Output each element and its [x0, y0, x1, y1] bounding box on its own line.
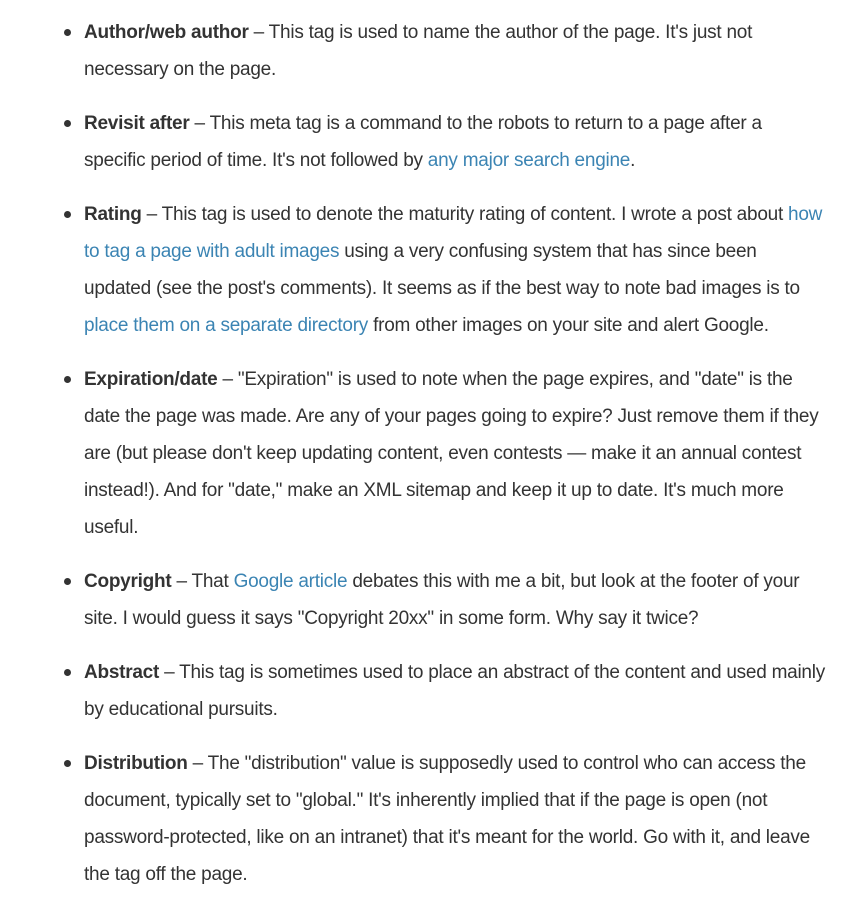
description-text: – The "distribution" value is supposedly used to control who can access the document, typically set to "global." It's inherently implied that if the page is open (not password-protected, like on an intranet) that it's meant for the world. Go with it, and leave the tag off the page.: [84, 753, 810, 885]
list-item: [0, 361, 868, 546]
description-text: – "Expiration" is used to note when the page expires, and "date" is the date the page was made. Are any of your pages going to expire? Just remove them if they are (but please don't keep updating content, even contests — make it an annual contest instead!). And for "date," make an XML sitemap and keep it up to date. It's much more useful.: [84, 369, 819, 538]
bullet-icon: [64, 760, 71, 767]
term-label: Expiration/date: [84, 369, 218, 390]
bullet-icon: [64, 669, 71, 676]
list-item: [0, 745, 868, 893]
inline-link[interactable]: how to tag a page with adult images: [84, 204, 823, 262]
list-item: [0, 563, 868, 637]
bullet-icon: [64, 376, 71, 383]
description-text: – This tag is sometimes used to place an abstract of the content and used mainly by educational pursuits.: [84, 662, 825, 720]
bullet-icon: [64, 29, 71, 36]
description-text: using a very confusing system that has since been updated (see the post's comments). It seems as if the best way to note bad images is to: [84, 241, 800, 299]
description-text: – That: [171, 571, 234, 592]
description-text: – This tag is used to name the author of the page. It's just not necessary on the page.: [84, 22, 753, 80]
inline-link[interactable]: Google article: [233, 571, 348, 592]
description-text: .: [630, 150, 636, 171]
description-text: from other images on your site and alert Google.: [368, 315, 769, 336]
bullet-icon: [64, 578, 71, 585]
description-text: – This tag is used to denote the maturity rating of content. I wrote a post about: [141, 204, 789, 225]
bullet-icon: [64, 211, 71, 218]
inline-link[interactable]: place them on a separate directory: [84, 315, 369, 336]
term-label: Copyright: [84, 571, 172, 592]
term-label: Rating: [84, 204, 142, 225]
term-label: Distribution: [84, 753, 188, 774]
list-item: [0, 14, 868, 88]
list-item: [0, 196, 868, 344]
list-item: [0, 105, 868, 179]
description-text: debates this with me a bit, but look at the footer of your site. I would guess it says "Copyright 20xx" in some form. Why say it twice?: [84, 571, 800, 629]
term-label: Revisit after: [84, 113, 190, 134]
description-text: – This meta tag is a command to the robots to return to a page after a specific period of time. It's not followed by: [84, 113, 762, 171]
inline-link[interactable]: any major search engine: [427, 150, 631, 171]
term-label: Abstract: [84, 662, 160, 683]
list-item: [0, 654, 868, 728]
term-label: Author/web author: [84, 22, 249, 43]
bullet-icon: [64, 120, 71, 127]
